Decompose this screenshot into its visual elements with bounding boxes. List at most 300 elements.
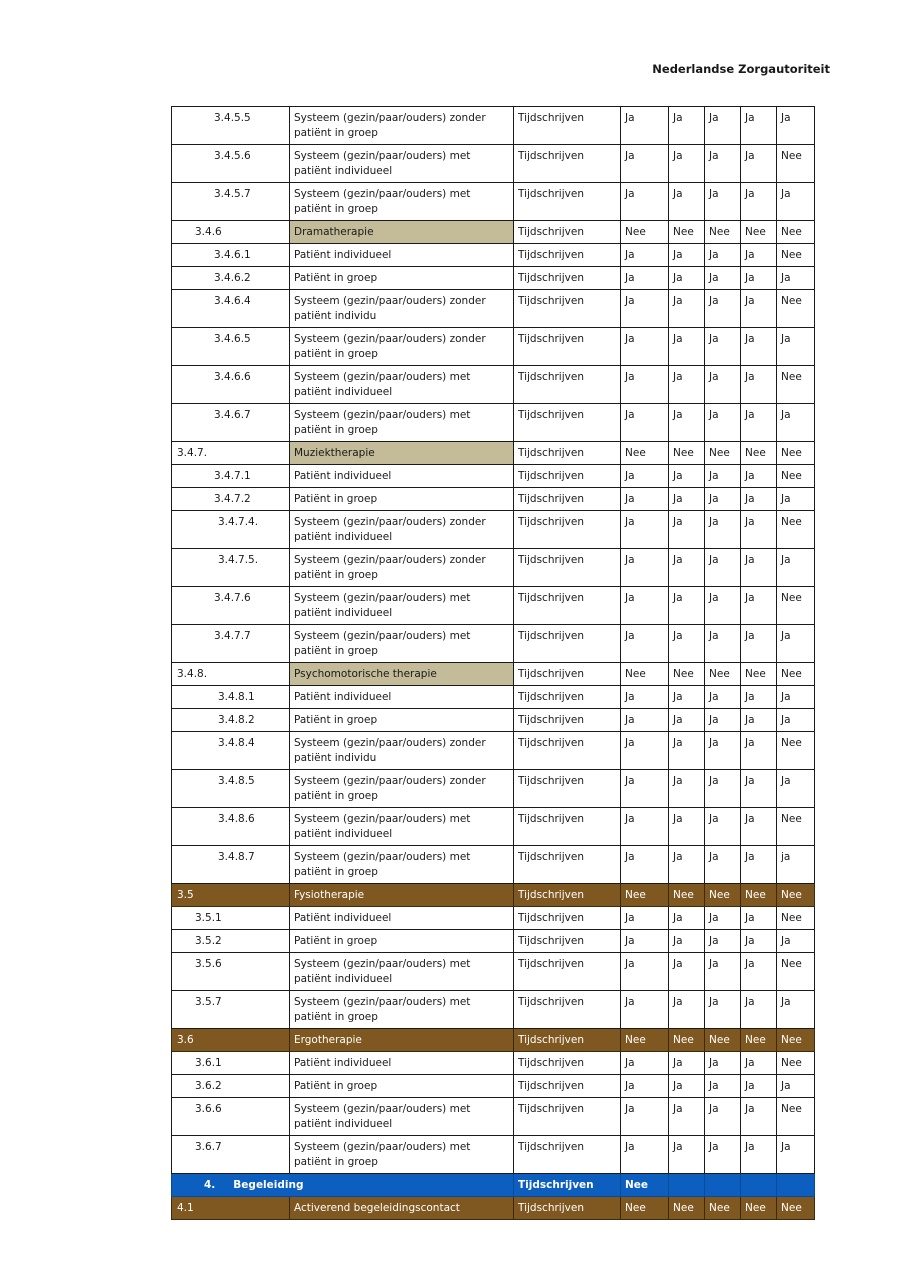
code-cell: 3.5 (172, 884, 290, 907)
type-cell: Tijdschrijven (514, 183, 621, 221)
table-row (172, 107, 815, 145)
value-cell: Ja (705, 1098, 741, 1136)
code-cell: 3.4.5.6 (172, 145, 290, 183)
code-cell: 3.4.5.5 (172, 107, 290, 145)
section-title-cell (172, 1174, 514, 1197)
value-cell: Ja (621, 732, 669, 770)
value-cell: Ja (669, 488, 705, 511)
description-cell: Activerend begeleidingscontact (290, 1197, 514, 1220)
description-cell: Ergotherapie (290, 1029, 514, 1052)
description-cell: Systeem (gezin/paar/ouders) zonder patiënt in groep (290, 328, 514, 366)
table-row (172, 1052, 815, 1075)
value-cell: Ja (705, 930, 741, 953)
code-cell: 3.4.8. (172, 663, 290, 686)
code-cell: 3.4.7. (172, 442, 290, 465)
value-cell: Ja (669, 991, 705, 1029)
value-cell: Ja (741, 328, 777, 366)
value-cell: Ja (741, 244, 777, 267)
code-cell: 3.4.8.4 (172, 732, 290, 770)
value-cell: Ja (621, 404, 669, 442)
value-cell: Nee (777, 511, 815, 549)
code-cell: 3.6.7 (172, 1136, 290, 1174)
value-cell: Ja (669, 587, 705, 625)
type-cell: Tijdschrijven (514, 587, 621, 625)
table-row (172, 884, 815, 907)
value-cell: Ja (741, 846, 777, 884)
value-cell: Ja (621, 549, 669, 587)
value-cell: Ja (669, 290, 705, 328)
value-cell: Ja (621, 1052, 669, 1075)
value-cell (669, 1174, 705, 1197)
value-cell: Nee (669, 1197, 705, 1220)
value-cell: Nee (777, 884, 815, 907)
description-cell: Patiënt in groep (290, 709, 514, 732)
value-cell: Ja (741, 511, 777, 549)
type-cell: Tijdschrijven (514, 107, 621, 145)
value-cell: Ja (777, 107, 815, 145)
value-cell: Ja (741, 145, 777, 183)
code-cell: 3.4.7.5. (172, 549, 290, 587)
value-cell: Ja (621, 107, 669, 145)
section-title: Begeleiding (233, 1179, 304, 1191)
code-cell: 3.4.6.4 (172, 290, 290, 328)
value-cell: Ja (741, 465, 777, 488)
value-cell: Ja (741, 625, 777, 663)
value-cell: Ja (741, 587, 777, 625)
value-cell: Nee (669, 221, 705, 244)
type-cell: Tijdschrijven (514, 1136, 621, 1174)
value-cell: Ja (705, 1075, 741, 1098)
table-row (172, 549, 815, 587)
value-cell: Ja (669, 549, 705, 587)
code-cell: 3.4.6.6 (172, 366, 290, 404)
value-cell: Ja (669, 953, 705, 991)
value-cell: Ja (741, 267, 777, 290)
table-row (172, 732, 815, 770)
value-cell: Nee (621, 442, 669, 465)
value-cell: Ja (705, 290, 741, 328)
description-cell: Systeem (gezin/paar/ouders) zonder patiënt individu (290, 290, 514, 328)
value-cell: Nee (777, 366, 815, 404)
value-cell: Ja (741, 930, 777, 953)
value-cell: Nee (669, 442, 705, 465)
value-cell: Ja (669, 808, 705, 846)
value-cell: Ja (705, 1052, 741, 1075)
value-cell: Ja (621, 1075, 669, 1098)
value-cell: Ja (621, 267, 669, 290)
description-cell: Systeem (gezin/paar/ouders) zonder patiënt individu (290, 732, 514, 770)
value-cell: Ja (621, 183, 669, 221)
value-cell: Ja (777, 404, 815, 442)
type-cell: Tijdschrijven (514, 145, 621, 183)
table-row (172, 991, 815, 1029)
description-cell: Systeem (gezin/paar/ouders) zonder patiënt in groep (290, 770, 514, 808)
value-cell: Ja (777, 488, 815, 511)
value-cell: Ja (621, 244, 669, 267)
description-cell: Systeem (gezin/paar/ouders) met patiënt individueel (290, 366, 514, 404)
value-cell: Ja (777, 709, 815, 732)
type-cell: Tijdschrijven (514, 244, 621, 267)
value-cell: Ja (669, 1052, 705, 1075)
value-cell: Ja (669, 183, 705, 221)
value-cell: Ja (669, 366, 705, 404)
value-cell: Ja (705, 991, 741, 1029)
value-cell: Ja (705, 465, 741, 488)
value-cell: Ja (741, 1098, 777, 1136)
code-cell: 3.4.6.5 (172, 328, 290, 366)
value-cell: Ja (777, 1075, 815, 1098)
value-cell: Ja (705, 953, 741, 991)
type-cell: Tijdschrijven (514, 663, 621, 686)
value-cell: Nee (669, 663, 705, 686)
value-cell: Ja (669, 107, 705, 145)
table-row (172, 290, 815, 328)
table-row (172, 244, 815, 267)
description-cell: Patiënt individueel (290, 465, 514, 488)
value-cell: Nee (669, 1029, 705, 1052)
table-row (172, 1197, 815, 1220)
section-number: 4. (204, 1179, 216, 1191)
description-cell: Systeem (gezin/paar/ouders) met patiënt individueel (290, 808, 514, 846)
value-cell: Ja (621, 511, 669, 549)
value-cell: Ja (621, 1098, 669, 1136)
table-row (172, 846, 815, 884)
value-cell: Ja (621, 1136, 669, 1174)
value-cell: Nee (669, 884, 705, 907)
value-cell: Nee (741, 442, 777, 465)
value-cell: Ja (621, 808, 669, 846)
code-cell: 3.4.6.2 (172, 267, 290, 290)
value-cell: Ja (741, 907, 777, 930)
value-cell: Ja (669, 907, 705, 930)
value-cell: Nee (777, 953, 815, 991)
value-cell: Ja (621, 488, 669, 511)
table-row (172, 267, 815, 290)
value-cell: Ja (741, 1075, 777, 1098)
description-cell: Systeem (gezin/paar/ouders) met patiënt individueel (290, 953, 514, 991)
type-cell: Tijdschrijven (514, 625, 621, 663)
value-cell: Nee (777, 907, 815, 930)
value-cell: Nee (621, 1029, 669, 1052)
type-cell: Tijdschrijven (514, 442, 621, 465)
value-cell: Ja (777, 770, 815, 808)
value-cell: Nee (705, 1197, 741, 1220)
type-cell: Tijdschrijven (514, 488, 621, 511)
table-row (172, 1098, 815, 1136)
table-row (172, 328, 815, 366)
value-cell: Ja (621, 846, 669, 884)
value-cell: Ja (777, 183, 815, 221)
code-cell: 3.5.6 (172, 953, 290, 991)
description-cell: Dramatherapie (290, 221, 514, 244)
value-cell: Ja (741, 107, 777, 145)
code-cell: 3.4.8.6 (172, 808, 290, 846)
value-cell: Ja (669, 465, 705, 488)
value-cell: Ja (741, 290, 777, 328)
type-cell: Tijdschrijven (514, 1029, 621, 1052)
value-cell: Ja (669, 846, 705, 884)
value-cell: Ja (669, 244, 705, 267)
value-cell: Ja (741, 953, 777, 991)
type-cell: Tijdschrijven (514, 907, 621, 930)
value-cell: Ja (741, 732, 777, 770)
description-cell: Patiënt individueel (290, 907, 514, 930)
value-cell: Ja (621, 907, 669, 930)
value-cell: Nee (777, 587, 815, 625)
value-cell: Ja (777, 930, 815, 953)
code-cell: 3.4.6.7 (172, 404, 290, 442)
type-cell: Tijdschrijven (514, 221, 621, 244)
type-cell: Tijdschrijven (514, 846, 621, 884)
code-cell: 4.1 (172, 1197, 290, 1220)
value-cell: Nee (777, 244, 815, 267)
type-cell: Tijdschrijven (514, 770, 621, 808)
value-cell: Ja (669, 511, 705, 549)
value-cell: Nee (621, 884, 669, 907)
value-cell: Ja (621, 465, 669, 488)
type-cell: Tijdschrijven (514, 511, 621, 549)
type-cell: Tijdschrijven (514, 1052, 621, 1075)
table-row (172, 183, 815, 221)
code-cell: 3.5.2 (172, 930, 290, 953)
table-body (172, 107, 815, 1174)
value-cell: Nee (741, 884, 777, 907)
code-cell: 3.6 (172, 1029, 290, 1052)
description-cell: Patiënt in groep (290, 1075, 514, 1098)
type-cell: Tijdschrijven (514, 290, 621, 328)
value-cell: Ja (705, 488, 741, 511)
table-row (172, 1136, 815, 1174)
table-row (172, 1075, 815, 1098)
value-cell: Ja (741, 991, 777, 1029)
table-row (172, 686, 815, 709)
value-cell (741, 1174, 777, 1197)
description-cell: Psychomotorische therapie (290, 663, 514, 686)
type-cell: Tijdschrijven (514, 930, 621, 953)
value-cell: Ja (777, 1136, 815, 1174)
value-cell: Ja (705, 511, 741, 549)
table-footer-rows (172, 1174, 815, 1220)
code-cell: 3.4.7.2 (172, 488, 290, 511)
table-row (172, 625, 815, 663)
type-cell: Tijdschrijven (514, 1098, 621, 1136)
value-cell: Ja (777, 549, 815, 587)
table-row (172, 930, 815, 953)
table-row (172, 808, 815, 846)
value-cell: Ja (705, 328, 741, 366)
value-cell: Ja (705, 366, 741, 404)
value-cell: Nee (777, 732, 815, 770)
table-row (172, 709, 815, 732)
type-cell: Tijdschrijven (514, 1197, 621, 1220)
value-cell: Ja (705, 1136, 741, 1174)
value-cell: Ja (741, 709, 777, 732)
code-cell: 3.6.2 (172, 1075, 290, 1098)
code-cell: 3.4.7.7 (172, 625, 290, 663)
type-cell: Tijdschrijven (514, 1174, 621, 1197)
value-cell: Ja (621, 953, 669, 991)
type-cell: Tijdschrijven (514, 328, 621, 366)
code-cell: 3.4.5.7 (172, 183, 290, 221)
value-cell: Nee (621, 1174, 669, 1197)
value-cell: Ja (777, 328, 815, 366)
value-cell: Ja (621, 366, 669, 404)
description-cell: Systeem (gezin/paar/ouders) zonder patiënt in groep (290, 107, 514, 145)
code-cell: 3.4.6 (172, 221, 290, 244)
value-cell: Ja (777, 991, 815, 1029)
value-cell: Nee (777, 145, 815, 183)
value-cell: Ja (705, 404, 741, 442)
value-cell: Nee (621, 1197, 669, 1220)
value-cell: Ja (669, 1098, 705, 1136)
value-cell: Ja (621, 587, 669, 625)
description-cell: Systeem (gezin/paar/ouders) met patiënt in groep (290, 404, 514, 442)
value-cell: Ja (705, 808, 741, 846)
value-cell: Ja (705, 732, 741, 770)
value-cell: Nee (741, 1197, 777, 1220)
table-row (172, 465, 815, 488)
description-cell: Fysiotherapie (290, 884, 514, 907)
value-cell: Ja (705, 846, 741, 884)
code-cell: 3.6.6 (172, 1098, 290, 1136)
description-cell: Systeem (gezin/paar/ouders) met patiënt in groep (290, 183, 514, 221)
code-cell: 3.4.8.1 (172, 686, 290, 709)
value-cell: Ja (777, 686, 815, 709)
value-cell (777, 1174, 815, 1197)
value-cell: Ja (705, 587, 741, 625)
table-row (172, 953, 815, 991)
value-cell: Ja (621, 328, 669, 366)
value-cell: Nee (621, 221, 669, 244)
type-cell: Tijdschrijven (514, 884, 621, 907)
value-cell: Nee (777, 1029, 815, 1052)
value-cell: Nee (741, 663, 777, 686)
table-row (172, 442, 815, 465)
value-cell (705, 1174, 741, 1197)
description-cell: Patiënt in groep (290, 930, 514, 953)
value-cell: Ja (621, 930, 669, 953)
value-cell: Ja (741, 808, 777, 846)
value-cell: Ja (621, 770, 669, 808)
table-row (172, 1029, 815, 1052)
description-cell: Patiënt in groep (290, 488, 514, 511)
value-cell: Nee (705, 663, 741, 686)
value-cell: Nee (621, 663, 669, 686)
type-cell: Tijdschrijven (514, 686, 621, 709)
type-cell: Tijdschrijven (514, 1075, 621, 1098)
value-cell: Nee (705, 884, 741, 907)
value-cell: Nee (777, 290, 815, 328)
description-cell: Muziektherapie (290, 442, 514, 465)
description-cell: Systeem (gezin/paar/ouders) met patiënt in groep (290, 625, 514, 663)
code-cell: 3.4.8.2 (172, 709, 290, 732)
value-cell: Ja (705, 686, 741, 709)
type-cell: Tijdschrijven (514, 366, 621, 404)
section-row-begeleiding (172, 1174, 815, 1197)
value-cell: Ja (705, 549, 741, 587)
value-cell: Nee (777, 442, 815, 465)
type-cell: Tijdschrijven (514, 808, 621, 846)
description-cell: Systeem (gezin/paar/ouders) met patiënt individueel (290, 1098, 514, 1136)
description-cell: Systeem (gezin/paar/ouders) zonder patiënt in groep (290, 549, 514, 587)
value-cell: Nee (777, 221, 815, 244)
code-cell: 3.5.1 (172, 907, 290, 930)
description-cell: Patiënt in groep (290, 267, 514, 290)
value-cell: Ja (705, 907, 741, 930)
code-cell: 3.4.6.1 (172, 244, 290, 267)
value-cell: Nee (777, 663, 815, 686)
type-cell: Tijdschrijven (514, 404, 621, 442)
description-cell: Systeem (gezin/paar/ouders) met patiënt individueel (290, 587, 514, 625)
description-cell: Systeem (gezin/paar/ouders) zonder patiënt individueel (290, 511, 514, 549)
description-cell: Patiënt individueel (290, 1052, 514, 1075)
description-cell: Systeem (gezin/paar/ouders) met patiënt in groep (290, 991, 514, 1029)
value-cell: Ja (777, 625, 815, 663)
type-cell: Tijdschrijven (514, 991, 621, 1029)
description-cell: Patiënt individueel (290, 686, 514, 709)
value-cell: Ja (741, 549, 777, 587)
value-cell: Ja (669, 1136, 705, 1174)
value-cell: Ja (621, 625, 669, 663)
value-cell: Ja (669, 1075, 705, 1098)
table-row (172, 488, 815, 511)
value-cell: Ja (669, 732, 705, 770)
description-cell: Systeem (gezin/paar/ouders) met patiënt individueel (290, 145, 514, 183)
value-cell: Nee (777, 808, 815, 846)
code-cell: 3.6.1 (172, 1052, 290, 1075)
type-cell: Tijdschrijven (514, 465, 621, 488)
value-cell: Ja (621, 686, 669, 709)
table-row (172, 366, 815, 404)
value-cell: Ja (741, 770, 777, 808)
code-cell: 3.4.8.7 (172, 846, 290, 884)
type-cell: Tijdschrijven (514, 267, 621, 290)
type-cell: Tijdschrijven (514, 953, 621, 991)
value-cell: Ja (669, 625, 705, 663)
table-row (172, 907, 815, 930)
value-cell: Ja (741, 183, 777, 221)
code-cell: 3.4.7.4. (172, 511, 290, 549)
value-cell: Ja (669, 709, 705, 732)
value-cell: Ja (669, 930, 705, 953)
value-cell: Ja (621, 145, 669, 183)
value-cell: Nee (741, 1029, 777, 1052)
value-cell: Nee (777, 1098, 815, 1136)
value-cell: Ja (705, 625, 741, 663)
table-row (172, 404, 815, 442)
value-cell: Nee (777, 1197, 815, 1220)
value-cell: Ja (669, 267, 705, 290)
table-row (172, 663, 815, 686)
value-cell: Ja (741, 1136, 777, 1174)
code-cell: 3.4.7.6 (172, 587, 290, 625)
value-cell: Nee (777, 1052, 815, 1075)
code-cell: 3.5.7 (172, 991, 290, 1029)
value-cell: Ja (741, 1052, 777, 1075)
table-row (172, 221, 815, 244)
value-cell: Ja (705, 244, 741, 267)
value-cell: Ja (777, 267, 815, 290)
value-cell: Ja (741, 404, 777, 442)
value-cell: Ja (669, 404, 705, 442)
value-cell: Nee (741, 221, 777, 244)
value-cell: Nee (705, 442, 741, 465)
value-cell: Ja (705, 145, 741, 183)
value-cell: Ja (741, 488, 777, 511)
value-cell: Nee (705, 1029, 741, 1052)
value-cell: Ja (621, 991, 669, 1029)
value-cell: Ja (705, 183, 741, 221)
